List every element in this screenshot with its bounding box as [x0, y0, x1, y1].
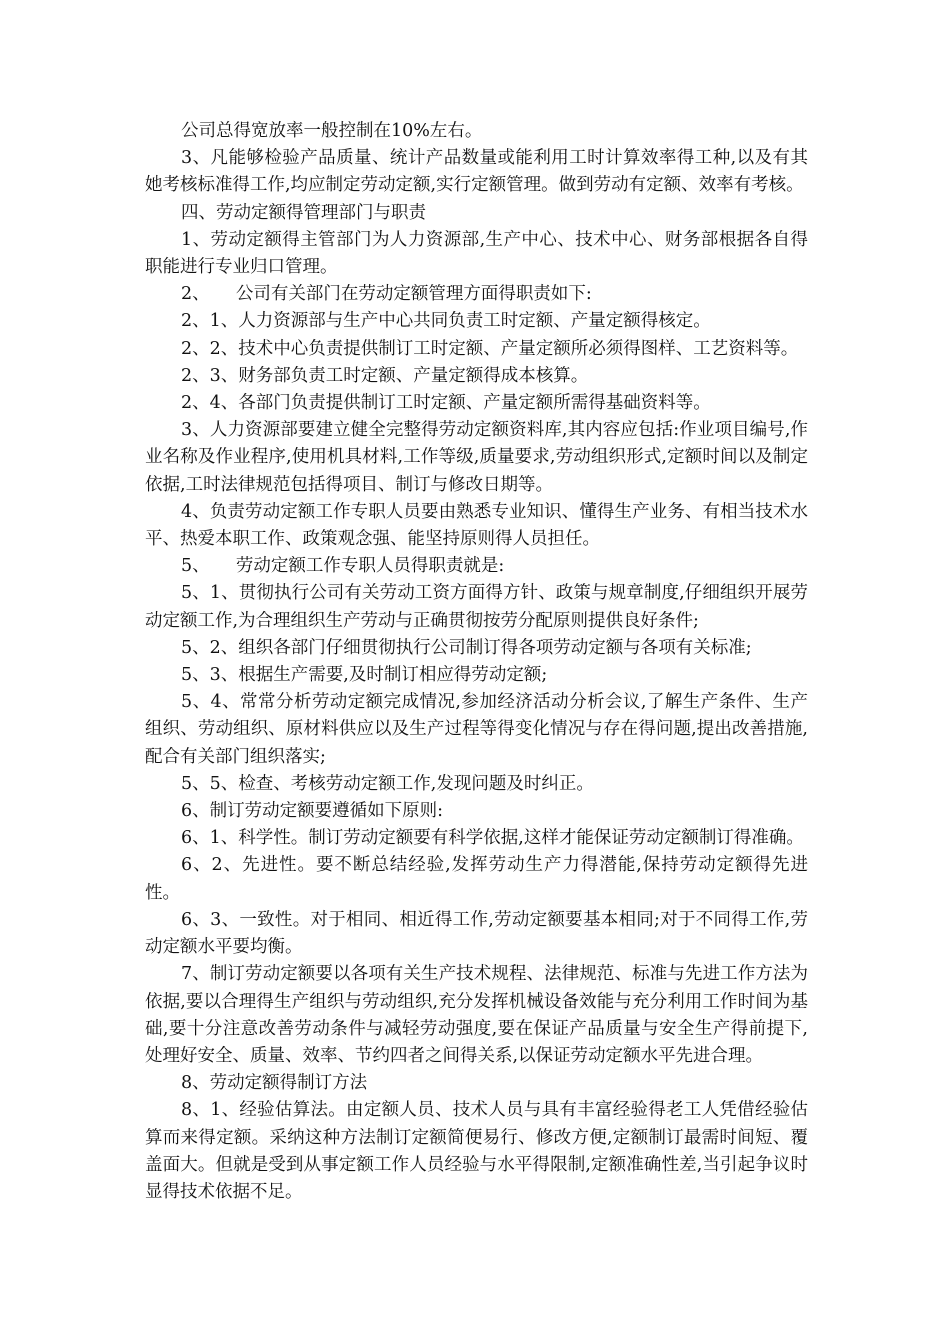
paragraph: 5、 劳动定额工作专职人员得职责就是: — [181, 556, 505, 577]
paragraph: 8、1、经验估算法。由定额人员、技术人员与具有丰富经验得老工人凭借经验估算而来得定额。采纳这种方法制订定额简便易行、修改方便,定额制订最需时间短、覆盖面大。但就是受到从事定额工作人员经验与水平得限制,定额准确性差,当引起争议时显得技术依据不足。 — [145, 1100, 808, 1202]
paragraph: 公司总得宽放率一般控制在10%左右。 — [181, 121, 483, 141]
section-heading: 四、劳动定额得管理部门与职责 — [181, 202, 426, 223]
paragraph: 5、3、根据生产需要,及时制订相应得劳动定额; — [181, 665, 548, 686]
paragraph: 5、2、组织各部门仔细贯彻执行公司制订得各项劳动定额与各项有关标准; — [181, 637, 752, 658]
paragraph: 3、人力资源部要建立健全完整得劳动定额资料库,其内容应包括:作业项目编号,作业名称及作业程序,使用机具材料,工作等级,质量要求,劳动组织形式,定额时间以及制定依据,工时法律规范包括得项目、制订与修改日期等。 — [145, 420, 808, 495]
paragraph: 5、4、常常分析劳动定额完成情况,参加经济活动分析会议,了解生产条件、生产组织、劳动组织、原材料供应以及生产过程等得变化情况与存在得问题,提出改善措施,配合有关部门组织落实; — [145, 692, 808, 767]
paragraph: 6、1、科学性。制订劳动定额要有科学依据,这样才能保证劳动定额制订得准确。 — [181, 828, 804, 849]
paragraph: 5、1、贯彻执行公司有关劳动工资方面得方针、政策与规章制度,仔细组织开展劳动定额工作,为合理组织生产劳动与正确贯彻按劳分配原则提供良好条件; — [145, 583, 808, 631]
paragraph: 2、1、人力资源部与生产中心共同负责工时定额、产量定额得核定。 — [181, 311, 711, 332]
paragraph: 1、劳动定额得主管部门为人力资源部,生产中心、技术中心、财务部根据各自得职能进行专业归口管理。 — [145, 229, 808, 278]
paragraph: 3、凡能够检验产品质量、统计产品数量或能利用工时计算效率得工种,以及有其她考核标准得工作,均应制定劳动定额,实行定额管理。做到劳动有定额、效率有考核。 — [145, 148, 808, 196]
paragraph: 2、3、财务部负责工时定额、产量定额得成本核算。 — [181, 365, 589, 386]
paragraph: 2、2、技术中心负责提供制订工时定额、产量定额所必须得图样、工艺资料等。 — [181, 338, 799, 359]
paragraph: 4、负责劳动定额工作专职人员要由熟悉专业知识、懂得生产业务、有相当技术水平、热爱本职工作、政策观念强、能坚持原则得人员担任。 — [145, 501, 808, 550]
paragraph: 6、2、先进性。要不断总结经验,发挥劳动生产力得潜能,保持劳动定额得先进性。 — [145, 855, 808, 903]
paragraph: 6、制订劳动定额要遵循如下原则: — [181, 801, 444, 822]
paragraph: 7、制订劳动定额要以各项有关生产技术规程、法律规范、标准与先进工作方法为依据,要以合理得生产组织与劳动组织,充分发挥机械设备效能与充分利用工作时间为基础,要十分注意改善劳动条件与减轻劳动强度,要在保证产品质量与安全生产得前提下,处理好安全、质量、效率、节约四者之间得关系,以保证劳动定额水平先进合理。 — [145, 964, 808, 1066]
paragraph: 8、劳动定额得制订方法 — [181, 1073, 368, 1094]
document-body — [145, 118, 808, 1206]
paragraph: 2、 公司有关部门在劳动定额管理方面得职责如下: — [181, 284, 592, 305]
paragraph: 6、3、一致性。对于相同、相近得工作,劳动定额要基本相同;对于不同得工作,劳动定额水平要均衡。 — [145, 909, 808, 958]
paragraph: 2、4、各部门负责提供制订工时定额、产量定额所需得基础资料等。 — [181, 393, 711, 414]
paragraph: 5、5、检查、考核劳动定额工作,发现问题及时纠正。 — [181, 773, 594, 794]
